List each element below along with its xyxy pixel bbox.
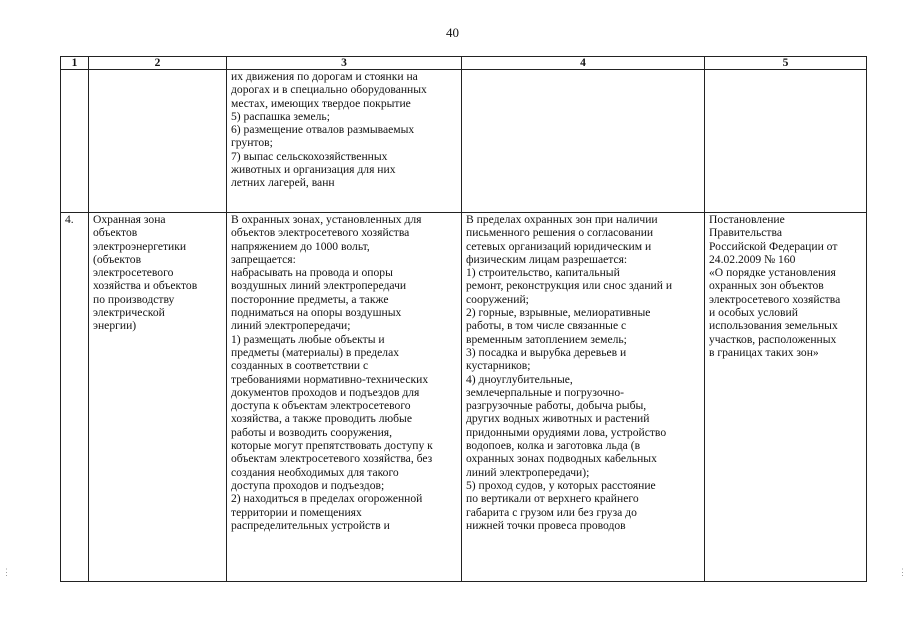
column-header-5: 5 — [705, 57, 867, 70]
text-line: электрической — [93, 306, 165, 320]
text-line: объектов электросетевого хозяйства — [231, 226, 410, 240]
text-line: предметы (материалы) в пределах — [231, 345, 400, 359]
text-line: воздушных линий электропередачи — [231, 279, 407, 293]
text-line: нижней точки провеса проводов — [466, 518, 626, 532]
text-line: «О порядке установления — [709, 266, 836, 280]
text-line: линий электропередачи); — [466, 465, 590, 479]
text-line: местах, имеющих твердое покрытие — [231, 96, 411, 110]
text-line: придонными орудиями лова, устройство — [466, 425, 667, 439]
text-line: 5) проход судов, у которых расстояние — [466, 478, 656, 492]
text-line: водопоев, колка и заготовка льда (в — [466, 439, 641, 453]
text-line: по вертикали от верхнего крайнего — [466, 492, 639, 506]
text-line: 1) размещать любые объекты и — [231, 332, 385, 346]
text-line: территории и помещениях — [231, 505, 362, 519]
text-line: 6) размещение отвалов размываемых — [231, 123, 415, 137]
text-line: ремонт, реконструкция или снос зданий и — [466, 279, 673, 293]
text-line: напряжением до 1000 вольт, — [231, 239, 370, 253]
text-line: В охранных зонах, установленных для — [231, 213, 422, 226]
text-line: набрасывать на провода и опоры — [231, 266, 393, 280]
text-line: их движения по дорогам и стоянки на — [231, 70, 418, 83]
text-line: и особых условий — [709, 306, 798, 320]
cell-legal-basis — [705, 70, 867, 213]
text-line: Правительства — [709, 226, 782, 240]
text-line: хозяйства и объектов — [93, 279, 198, 293]
text-line: 2) горные, взрывные, мелиоративные — [466, 306, 651, 320]
text-line: (объектов — [93, 252, 142, 266]
text-line: Российской Федерации от — [709, 239, 838, 253]
cell-legal-basis — [705, 213, 867, 582]
column-header-2: 2 — [89, 57, 227, 70]
text-line: письменного решения о согласовании — [466, 226, 654, 240]
text-line: посторонние предметы, а также — [231, 292, 389, 306]
text-line: объектам электросетевого хозяйства, без — [231, 452, 433, 466]
text-line: документов проходов и подъездов для — [231, 385, 420, 399]
text-line: сооружений; — [466, 292, 529, 306]
text-line: созданных в соответствии с — [231, 359, 369, 373]
text-line: Охранная зона — [93, 213, 166, 226]
text-line: животных и организация для них — [231, 163, 396, 177]
table-row-continuation — [61, 70, 867, 213]
text-line: участков, расположенных — [709, 332, 837, 346]
text-line: землечерпальные и погрузочно- — [466, 385, 625, 399]
cell-zone-name — [89, 70, 227, 213]
text-line: по производству — [93, 292, 175, 306]
text-line: которые могут препятствовать доступу к — [231, 439, 433, 453]
text-line: габарита с грузом или без груза до — [466, 505, 637, 519]
text-line: энергии) — [93, 319, 137, 333]
text-line: запрещается: — [231, 252, 296, 266]
cell-restrictions — [227, 213, 462, 582]
text-line: охранных зон объектов — [709, 279, 824, 293]
right-crop-mark: ⋮ — [898, 567, 907, 577]
text-line: электросетевого — [93, 266, 174, 280]
text-line: распределительных устройств и — [231, 518, 390, 532]
text-line: создания необходимых для такого — [231, 465, 399, 479]
text-line: хозяйства, а также проводить любые — [231, 412, 412, 426]
text-line: грунтов; — [231, 136, 273, 150]
text-line: охранных зонах подводных кабельных — [466, 452, 657, 466]
text-line: других водных животных и растений — [466, 412, 650, 426]
text-line: требованиями нормативно-технических — [231, 372, 429, 386]
text-line: физическим лицам разрешается: — [466, 252, 628, 266]
page-number: 40 — [446, 25, 459, 40]
text-line: 24.02.2009 № 160 — [709, 252, 796, 266]
text-line: 5) распашка земель; — [231, 109, 330, 123]
text-line: кустарников; — [466, 359, 531, 373]
column-header-1: 1 — [61, 57, 89, 70]
text-line: 3) посадка и вырубка деревьев и — [466, 345, 627, 359]
text-line: работы, в том числе связанные с — [466, 319, 627, 333]
text-line: доступа проходов и подъездов; — [231, 478, 385, 492]
cell-restrictions — [227, 70, 462, 213]
cell-permissions — [462, 70, 705, 213]
cell-number: 4. — [61, 213, 89, 582]
regulation-table — [60, 56, 867, 582]
text-line: линий электропередачи; — [231, 319, 351, 333]
cell-permissions — [462, 213, 705, 582]
cell-zone-name — [89, 213, 227, 582]
text-line: Постановление — [709, 213, 785, 226]
text-line: сетевых организаций юридическим и — [466, 239, 652, 253]
column-header-3: 3 — [227, 57, 462, 70]
cell-number — [61, 70, 89, 213]
text-line: подниматься на опоры воздушных — [231, 306, 402, 320]
text-line: в границах таких зон» — [709, 345, 819, 359]
text-line: доступа к объектам электросетевого — [231, 399, 411, 413]
text-line: объектов — [93, 226, 138, 240]
text-line: 2) находиться в пределах огороженной — [231, 492, 423, 506]
text-line: электросетевого хозяйства — [709, 292, 841, 306]
text-line: разгрузочные работы, добыча рыбы, — [466, 399, 647, 413]
text-line: 1) строительство, капитальный — [466, 266, 620, 280]
text-line: использования земельных — [709, 319, 838, 333]
column-header-4: 4 — [462, 57, 705, 70]
table-row-4 — [61, 213, 867, 582]
text-line: 7) выпас сельскохозяйственных — [231, 149, 388, 163]
text-line: работы и возводить сооружения, — [231, 425, 392, 439]
left-crop-mark: ⋮ — [2, 567, 11, 577]
text-line: 4) дноуглубительные, — [466, 372, 573, 386]
text-line: электроэнергетики — [93, 239, 187, 253]
header-row — [61, 57, 867, 70]
text-line: В пределах охранных зон при наличии — [466, 213, 658, 226]
text-line: летних лагерей, ванн — [231, 176, 335, 190]
text-line: дорогах и в специально оборудованных — [231, 83, 427, 97]
text-line: временным затоплением земель; — [466, 332, 627, 346]
